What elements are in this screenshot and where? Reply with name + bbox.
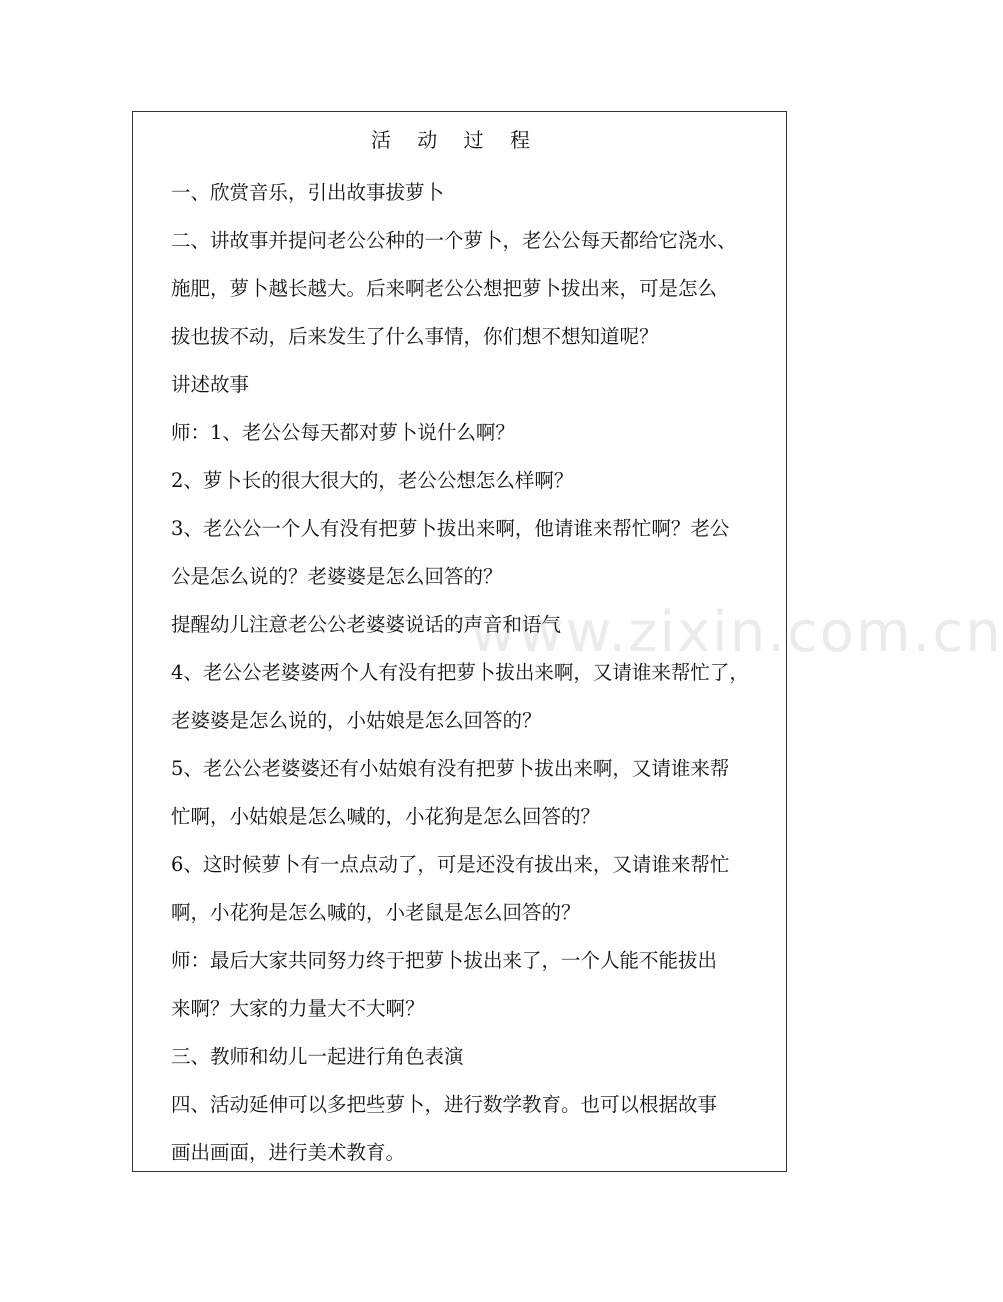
content-line: 二、讲故事并提问老公公种的一个萝卜，老公公每天都给它浇水、 [171, 229, 737, 252]
content-line: 拔也拔不动，后来发生了什么事情，你们想不想知道呢？ [171, 325, 659, 348]
content-line: 师：最后大家共同努力终于把萝卜拔出来了，一个人能不能拔出 [171, 949, 718, 972]
content-line: 讲述故事 [171, 373, 250, 396]
content-lines [171, 169, 781, 1177]
content-line: 来啊？大家的力量大不大啊？ [171, 997, 425, 1020]
content-line: 2、萝卜长的很大很大的，老公公想怎么样啊？ [171, 469, 574, 492]
content-line: 提醒幼儿注意老公公老婆婆说话的声音和语气 [171, 613, 562, 636]
content-line: 一、欣赏音乐，引出故事拔萝卜 [171, 181, 445, 204]
content-line: 3、老公公一个人有没有把萝卜拔出来啊，他请谁来帮忙啊？老公 [171, 517, 730, 540]
content-line: 四、活动延伸可以多把些萝卜，进行数学教育。也可以根据故事 [171, 1093, 718, 1116]
activity-process-table [132, 111, 787, 1172]
content-line: 公是怎么说的？老婆婆是怎么回答的？ [171, 565, 503, 588]
content-line: 6、这时候萝卜有一点点动了，可是还没有拔出来，又请谁来帮忙 [171, 853, 730, 876]
content-line: 忙啊，小姑娘是怎么喊的，小花狗是怎么回答的？ [171, 805, 601, 828]
content-line: 5、老公公老婆婆还有小姑娘有没有把萝卜拔出来啊，又请谁来帮 [171, 757, 730, 780]
content-line: 师：1、老公公每天都对萝卜说什么啊？ [171, 421, 515, 444]
content-line: 画出画面，进行美术教育。 [171, 1141, 406, 1164]
content-line: 老婆婆是怎么说的，小姑娘是怎么回答的？ [171, 709, 542, 732]
content-line: 4、老公公老婆婆两个人有没有把萝卜拔出来啊，又请谁来帮忙了， [171, 661, 749, 684]
section-title [133, 124, 786, 153]
content-line: 三、教师和幼儿一起进行角色表演 [171, 1045, 464, 1068]
content-line: 施肥，萝卜越长越大。后来啊老公公想把萝卜拔出来，可是怎么 [171, 277, 718, 300]
content-line: 啊，小花狗是怎么喊的，小老鼠是怎么回答的？ [171, 901, 581, 924]
watermark: www.zixin.com.cn [470, 600, 1003, 665]
section-title-text: 活 动 过 程 [370, 128, 541, 152]
